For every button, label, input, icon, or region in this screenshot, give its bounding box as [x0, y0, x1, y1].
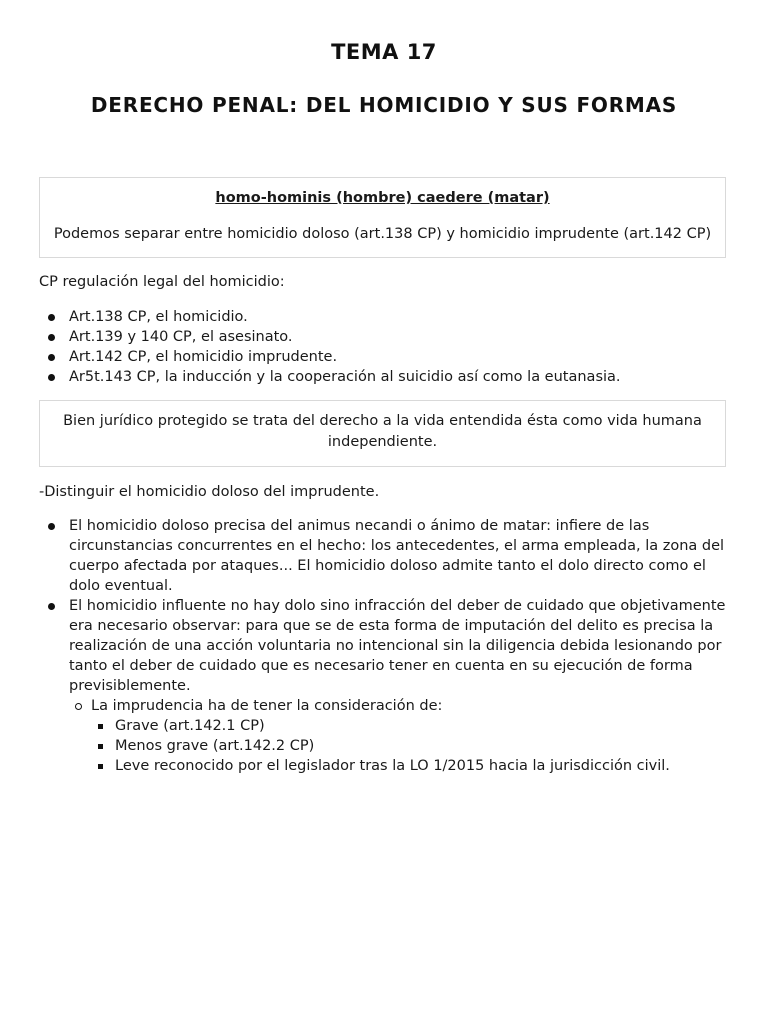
list-item — [69, 516, 729, 596]
list-item — [69, 367, 729, 387]
square-bullet-icon — [98, 764, 103, 769]
etymology-box — [39, 177, 726, 258]
sub-sub-list-item — [115, 716, 729, 736]
document-title: DERECHO PENAL: DEL HOMICIDIO Y SUS FORMAS — [90, 93, 678, 117]
list-item-text: Art.142 CP, el homicidio imprudente. — [69, 349, 338, 365]
list-item-text: Ar5t.143 CP, la inducción y la cooperación al suicidio así como la eutanasia. — [69, 369, 621, 385]
sub-sub-list-item — [115, 736, 729, 756]
topic-number: TEMA 17 — [331, 40, 437, 64]
bullet-icon — [48, 354, 55, 361]
bullet-icon — [48, 523, 55, 530]
bullet-icon — [48, 603, 55, 610]
square-bullet-icon — [98, 744, 103, 749]
bullet-icon — [48, 314, 55, 321]
list-item-text: Art.139 y 140 CP, el asesinato. — [69, 329, 293, 345]
sub-sub-list-item-text: Leve reconocido por el legislador tras la LO 1/2015 hacia la jurisdicción civil. — [115, 758, 670, 774]
list-item — [69, 327, 729, 347]
regulation-list — [69, 307, 729, 387]
etymology-heading: homo-hominis (hombre) caedere (matar) — [215, 190, 550, 206]
list-item-text: Art.138 CP, el homicidio. — [69, 309, 248, 325]
regulation-intro: CP regulación legal del homicidio: — [39, 274, 285, 290]
distinction-list — [69, 516, 729, 776]
list-item — [69, 596, 729, 696]
legal-good-box: Bien jurídico protegido se trata del derecho a la vida entendida ésta como vida humana independiente. — [39, 400, 726, 467]
list-item-text: El homicidio influente no hay dolo sino infracción del deber de cuidado que objetivamente era necesario observar: para que se de esta forma de imputación del delito es precisa la realización de una acción voluntaria no intencional sin la diligencia debida lesionando por tanto el deber de cuidado que es necesario tener en cuenta en su ejecución de forma previsiblemente. — [69, 598, 726, 694]
list-item — [69, 307, 729, 327]
bullet-icon — [48, 334, 55, 341]
list-item — [69, 347, 729, 367]
sub-sub-list-item-text: Menos grave (art.142.2 CP) — [115, 738, 315, 754]
sub-sub-list-item — [115, 756, 729, 776]
square-bullet-icon — [98, 724, 103, 729]
list-item-text: El homicidio doloso precisa del animus necandi o ánimo de matar: infiere de las circunstancias concurrentes en el hecho: los antecedentes, el arma empleada, la zona del cuerpo afectada por ataques... El homicidio doloso admite tanto el dolo directo como el dolo eventual. — [69, 518, 725, 594]
sub-list-item-text: La imprudencia ha de tener la consideración de: — [91, 698, 443, 714]
bullet-icon — [48, 374, 55, 381]
distinction-intro: -Distinguir el homicidio doloso del imprudente. — [39, 484, 380, 500]
sub-sub-list-item-text: Grave (art.142.1 CP) — [115, 718, 265, 734]
sub-list-item — [91, 696, 729, 716]
circle-bullet-icon — [75, 703, 82, 710]
etymology-text: Podemos separar entre homicidio doloso (art.138 CP) y homicidio imprudente (art.142 CP) — [53, 226, 712, 242]
